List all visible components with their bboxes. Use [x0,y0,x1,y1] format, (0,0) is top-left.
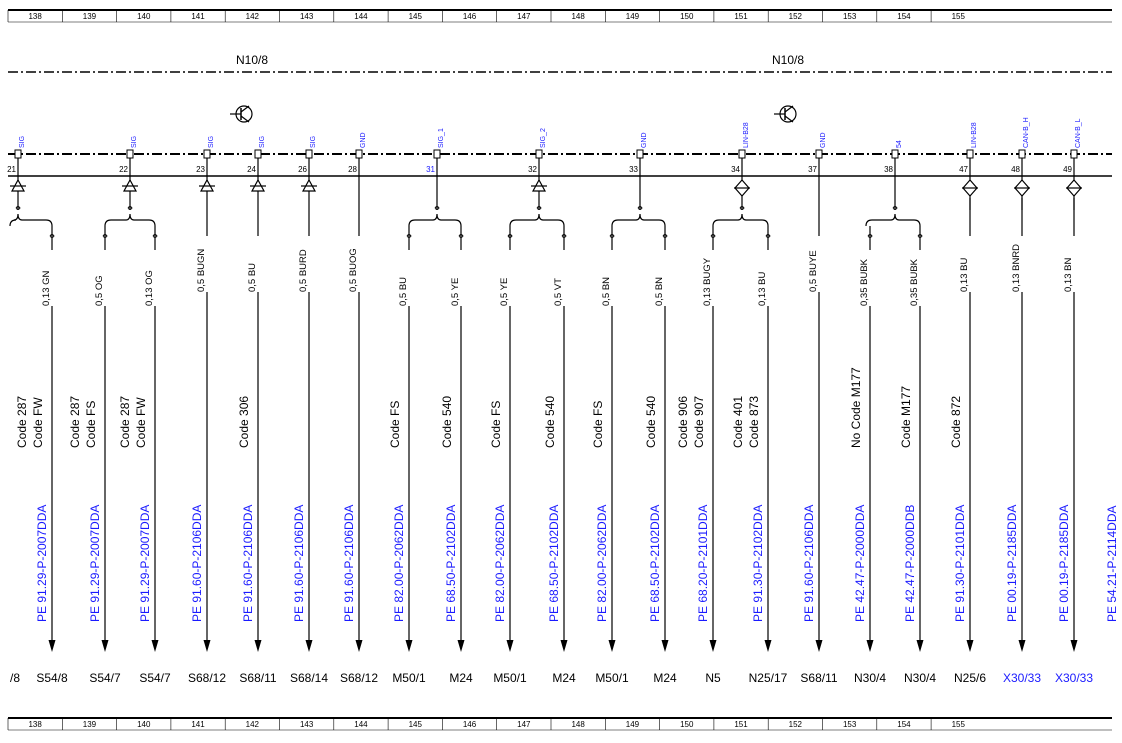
pin-signal-label: GND [641,132,648,148]
pin-34 [731,122,750,210]
wire-arrow-icon [255,640,262,652]
wire-arrow-icon [917,640,924,652]
document-reference-link: PE 82.00-P-2062DDA [595,504,609,622]
code-text: Code FS [489,400,503,448]
grid-number: 143 [299,12,314,21]
wire-arrow-icon [1019,640,1026,652]
wire-arrow-icon [204,640,211,652]
document-reference-link: PE 91.30-P-2101DDA [953,504,967,622]
splice-bracket [866,214,920,226]
destination-label: N30/4 [903,671,937,685]
splice-bracket [10,214,52,226]
wire-9 [440,226,473,685]
grid-number: 146 [462,720,477,729]
pin-38 [884,140,903,210]
pin-signal-label: GND [820,132,827,148]
document-reference-link: PE 42.47-P-2000DDB [903,504,917,622]
wire-18 [899,226,936,685]
wire-3 [118,226,171,685]
pin-number: 26 [298,165,307,174]
pin-signal-label: SIG [310,135,317,148]
document-reference-link: PE 91.60-P-2106DDA [802,504,816,622]
grid-number: 139 [82,720,97,729]
wire-label: 0,13 GN [41,270,52,306]
splice-bracket [713,214,768,226]
pin-contact [637,150,643,158]
wire-arrow-icon [306,640,313,652]
pin-contact [127,150,133,158]
grid-number: 150 [680,12,694,21]
splice-bracket [409,214,461,226]
pin-37 [808,132,827,210]
wire-label: 0,13 BU [959,257,970,292]
pin-number: 24 [247,165,256,174]
pin-32 [528,128,547,210]
pin-number: 33 [629,165,638,174]
wire-6 [290,210,328,685]
wire-arrow-icon [662,640,669,652]
document-reference-link: PE 68.50-P-2102DDA [648,504,662,622]
destination-label: N5 [705,671,721,685]
grid-number: 139 [82,12,97,21]
wire-label: 0,35 BUBK [909,259,920,306]
wire-arrow-icon [458,640,465,652]
wire-arrow-icon [49,640,56,652]
pin-number: 21 [7,165,16,174]
wire-4 [188,210,226,685]
destination-label: M24 [552,671,576,685]
pin-contact [892,150,898,158]
document-reference-link: PE 00.19-P-2185DDA [1005,504,1019,622]
pin-contact [204,150,210,158]
wire-arrow-icon [507,640,514,652]
grid-number: 154 [897,720,911,729]
code-text: Code 873 [747,395,761,448]
pin-number: 28 [348,165,357,174]
grid-number: 141 [191,12,205,21]
destination-label: X30/33 [1002,671,1042,685]
wire-arrow-icon [609,640,616,652]
wire-label: 0,5 VT [553,278,564,306]
destination-label: S54/8 [36,671,68,685]
connector-label-right: N10/8 [771,53,805,67]
wire-label: 0,13 OG [144,270,155,306]
pin-signal-label: SIG [208,135,215,148]
grid-number: 151 [734,720,748,729]
grid-number: 142 [245,720,260,729]
pin-31 [426,128,445,210]
wire-arrow-icon [406,640,413,652]
wire-17 [849,226,886,685]
code-text: Code 306 [237,395,251,448]
wire-arrow-icon [356,640,363,652]
wire-arrow-icon [1071,640,1078,652]
document-reference-link: PE 82.00-P-2062DDA [493,504,507,622]
pin-number: 47 [959,165,968,174]
document-reference-link: PE 91.29-P-2007DDA [138,504,152,622]
document-reference-link: PE 91.60-P-2106DDA [292,504,306,622]
connector-label-left: N10/8 [235,53,269,67]
wire-arrow-icon [710,640,717,652]
transistor-icon [774,106,796,122]
grid-number: 153 [842,12,857,21]
destination-label: X30/33 [1054,671,1094,685]
destination-label: S68/11 [239,671,277,685]
destination-label: N30/4 [853,671,887,685]
destination-label: N25/6 [953,671,987,685]
pin-number: 22 [119,165,128,174]
code-text: Code 540 [543,395,557,448]
pin-contact [434,150,440,158]
pin-signal-label: SIG_2 [540,128,547,148]
grid-number: 153 [842,720,857,729]
code-text: Code 287 [118,395,132,448]
wire-label: 0,5 BURD [298,249,309,292]
code-text: Code 872 [949,395,963,448]
wire-13 [644,226,677,685]
grid-number: 148 [571,12,585,21]
wire-label: 0,5 BN [654,276,665,306]
document-reference-link: PE 91.60-P-2106DDA [342,504,356,622]
wire-label: 0,5 BU [247,262,258,292]
grid-number: 142 [245,12,260,21]
wire-arrow-icon [867,640,874,652]
grid-number: 145 [408,12,422,21]
document-reference-link: PE 91.60-P-2106DDA [241,504,255,622]
wire-arrow-icon [152,640,159,652]
pin-number: 34 [731,165,740,174]
wire-7 [340,210,378,685]
document-reference-link: PE 82.00-P-2062DDA [392,504,406,622]
document-reference-link: PE 00.19-P-2185DDA [1057,504,1071,622]
pin-contact [967,150,973,158]
wire-label: 0,5 BUGN [196,248,207,292]
splice-bracket [510,214,564,226]
code-text: Code 287 [15,395,29,448]
code-text: Code FS [591,400,605,448]
wire-arrow-icon [816,640,823,652]
pin-28 [348,132,367,210]
grid-number: 138 [28,12,42,21]
pin-48 [1011,117,1030,210]
pin-contact [255,150,261,158]
wire-arrow-icon [765,640,772,652]
grid-number: 155 [951,720,965,729]
wire-label: 0,35 BUBK [859,259,870,306]
wire-label: 0,5 BN [601,276,612,306]
pin-number: 23 [196,165,205,174]
destination-label: S54/7 [139,671,171,685]
wire-19 [949,198,986,685]
wire-label: 0,13 BN [1063,257,1074,292]
wire-arrow-icon [102,640,109,652]
code-text: Code 401 [731,395,745,448]
code-text: Code 540 [644,395,658,448]
pin-signal-label: CAN-B_L [1075,118,1082,148]
destination-label: M24 [449,671,473,685]
pin-contact [15,150,21,158]
document-reference-link: PE 68.50-P-2102DDA [444,504,458,622]
grid-number: 144 [354,12,368,21]
pin-contact [739,150,745,158]
wire-1 [15,226,68,685]
transistor-icon [230,106,252,122]
pin-24 [247,136,266,210]
splice-bracket [612,214,665,226]
grid-number: 146 [462,12,477,21]
document-reference-link: PE 68.50-P-2102DDA [547,504,561,622]
wire-arrow-icon [967,640,974,652]
destination-label: M24 [653,671,677,685]
pin-contact [1071,150,1077,158]
grid-number: 145 [408,720,422,729]
wire-15 [731,226,788,685]
grid-number: 152 [788,720,803,729]
pin-49 [1063,118,1082,210]
grid-number: 147 [517,720,531,729]
destination-label: S68/14 [289,671,329,685]
wire-layer [10,198,1122,685]
wire-label: 0,13 BU [757,271,768,306]
pin-23 [196,136,215,210]
document-reference-link: PE 91.29-P-2007DDA [88,504,102,622]
wire-label: 0,5 YE [499,277,510,306]
grid-number: 144 [354,720,368,729]
wire-14 [676,226,721,685]
grid-number: 148 [571,720,585,729]
code-text: Code FW [31,397,45,448]
code-text: No Code M177 [849,367,863,448]
pin-contact [536,150,542,158]
destination-label: /8 [10,671,21,685]
grid-ruler-bottom [8,718,1112,730]
wire-2 [68,226,121,685]
grid-number: 154 [897,12,911,21]
wire-5 [237,210,277,685]
pin-signal-label: LIN-B28 [743,122,750,148]
grid-number: 140 [137,12,151,21]
destination-label: S68/12 [187,671,227,685]
pin-signal-label: LIN-B28 [971,122,978,148]
document-reference-link: PE 68.20-P-2101DDA [696,504,710,622]
document-reference-link: PE 91.29-P-2007DDA [35,504,49,622]
code-text: Code FW [134,397,148,448]
wire-8 [388,226,426,685]
pin-contact [356,150,362,158]
pin-contact [1019,150,1025,158]
grid-number: 151 [734,12,748,21]
code-text: Code M177 [899,385,913,448]
pin-contact [306,150,312,158]
pin-number: 49 [1063,165,1072,174]
pin-number: 48 [1011,165,1020,174]
pin-33 [629,132,648,210]
wire-label: 0,5 BUYE [808,250,819,292]
grid-number: 152 [788,12,803,21]
grid-ruler-top [8,10,1112,22]
pin-layer [7,117,1082,210]
wire-arrow-icon [561,640,568,652]
code-text: Code 906 [676,395,690,448]
wire-16 [800,210,837,685]
pin-signal-label: SIG [19,135,26,148]
grid-number: 149 [625,12,640,21]
pin-signal-label: SIG [259,135,266,148]
splice-bracket [105,214,155,226]
code-text: Code FS [84,400,98,448]
wire-20 [1003,198,1041,685]
wire-22 [1105,505,1122,685]
destination-label: M50/1 [392,671,426,685]
code-text: Code 907 [692,395,706,448]
wire-label: 0,13 BNRD [1011,243,1022,292]
grid-number: 138 [28,720,42,729]
wire-label: 0,5 YE [450,277,461,306]
grid-number: 150 [680,720,694,729]
destination-label: M50/1 [493,671,527,685]
pin-signal-label: SIG [131,135,138,148]
pin-47 [959,122,978,210]
grid-number: 141 [191,720,205,729]
pin-number: 31 [426,165,435,174]
wire-21 [1055,198,1093,685]
bracket-layer [10,207,920,227]
pin-21 [7,136,26,210]
document-reference-link: PE 91.30-P-2102DDA [751,504,765,622]
grid-number: 155 [951,12,965,21]
pin-signal-label: 54 [896,140,903,148]
pin-number: 32 [528,165,537,174]
document-reference-link: PE 42.47-P-2000DDA [853,504,867,622]
document-reference-link: PE 54.21-P-2114DDA [1105,505,1119,622]
pin-signal-label: GND [360,132,367,148]
pin-number: 37 [808,165,817,174]
pin-signal-label: SIG_1 [438,128,445,148]
wire-label: 0,5 BU [398,276,409,306]
code-text: Code 540 [440,395,454,448]
grid-number: 140 [137,720,151,729]
grid-number: 147 [517,12,531,21]
destination-label: S54/7 [89,671,121,685]
wire-label: 0,5 BUOG [348,248,359,292]
pin-26 [298,136,317,210]
destination-label: M50/1 [595,671,629,685]
wire-11 [543,226,576,685]
destination-label: S68/12 [339,671,379,685]
wire-label: 0,5 OG [94,275,105,306]
code-text: Code 287 [68,395,82,448]
code-text: Code FS [388,400,402,448]
destination-label: S68/11 [800,671,838,685]
pin-22 [119,136,138,210]
pin-contact [816,150,822,158]
wire-10 [489,226,527,685]
pin-signal-label: CAN-B_H [1023,117,1030,148]
grid-number: 149 [625,720,640,729]
wire-label: 0,13 BUGY [702,257,713,306]
pin-number: 38 [884,165,893,174]
grid-number: 143 [299,720,314,729]
wire-12 [591,226,629,685]
destination-label: N25/17 [748,671,788,685]
document-reference-link: PE 91.60-P-2106DDA [190,504,204,622]
